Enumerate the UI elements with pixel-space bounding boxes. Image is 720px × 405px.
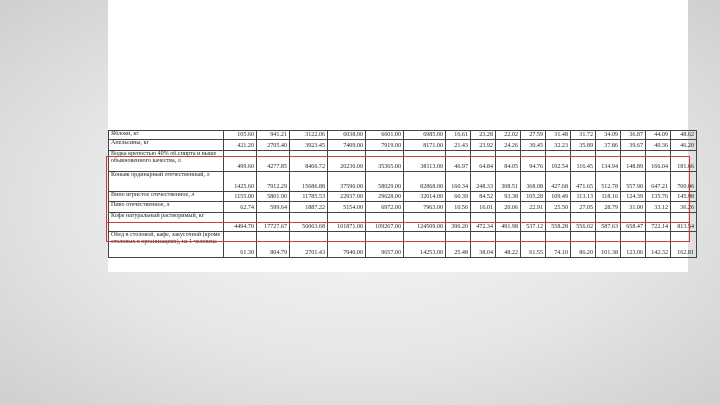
table-cell: 21.43	[446, 140, 471, 151]
table-cell: 101871.00	[328, 213, 366, 232]
document-page	[108, 0, 694, 272]
table-cell: 23.28	[471, 131, 496, 140]
table-row	[109, 140, 697, 151]
table-cell: 37590.00	[328, 172, 366, 192]
table-cell: 31.72	[571, 131, 596, 140]
table-cell: 84.52	[471, 192, 496, 202]
table-cell: 32014.00	[404, 192, 446, 202]
table-cell: 472.34	[471, 213, 496, 232]
table-cell: 33.12	[646, 202, 671, 213]
table-cell: 3122.06	[290, 131, 328, 140]
table-cell: 29628.00	[366, 192, 404, 202]
table-cell: 5801.90	[257, 192, 290, 202]
table-cell: 5154.00	[328, 202, 366, 213]
row-label: Апельсины, кг	[109, 140, 224, 151]
table-cell: 558.28	[546, 213, 571, 232]
table-cell: 30.45	[521, 140, 546, 151]
table-cell: 93.38	[496, 192, 521, 202]
table-row	[109, 192, 697, 202]
table-cell: 60.39	[446, 192, 471, 202]
table-row	[109, 151, 697, 172]
table-row	[109, 232, 697, 258]
table-cell: 61.30	[224, 232, 257, 258]
table-cell: 166.04	[646, 151, 671, 172]
table-cell: 109267.00	[366, 213, 404, 232]
table-cell: 101.38	[596, 232, 621, 258]
table-cell: 124509.00	[404, 213, 446, 232]
table-cell: 32.23	[546, 140, 571, 151]
table-cell: 20230.00	[328, 151, 366, 172]
table-cell: 36.26	[671, 202, 697, 213]
table-cell: 308.51	[496, 172, 521, 192]
table-cell: 46.20	[671, 140, 697, 151]
row-label: Вино игристое отечественное, л	[109, 192, 224, 202]
table-cell: 7963.00	[404, 202, 446, 213]
table-cell: 599.64	[257, 202, 290, 213]
table-cell: 74.10	[546, 232, 571, 258]
table-cell: 22.02	[496, 131, 521, 140]
table-cell: 658.47	[621, 213, 646, 232]
table-cell: 48.22	[496, 232, 521, 258]
table-cell: 537.12	[521, 213, 546, 232]
table-cell: 94.76	[521, 151, 546, 172]
table-cell: 23.92	[471, 140, 496, 151]
table-cell: 368.08	[521, 172, 546, 192]
row-label: Водка крепостью 40% об.спирта и выше обыкновенного качества, л	[109, 151, 224, 172]
row-label: Коньяк ординарный отечественный, л	[109, 172, 224, 192]
table-cell: 248.33	[471, 172, 496, 192]
row-label: Обед в столовой, кафе, закусочной (кроме столовых в организациях), на 1 человека	[109, 232, 224, 258]
table-cell: 15686.88	[290, 172, 328, 192]
table-cell: 16.61	[446, 131, 471, 140]
table-cell: 1425.60	[224, 172, 257, 192]
table-cell: 804.79	[257, 232, 290, 258]
table-cell: 109.49	[546, 192, 571, 202]
table-cell: 7919.00	[366, 140, 404, 151]
table-cell: 25.48	[446, 232, 471, 258]
price-table	[108, 130, 697, 258]
table-cell: 37.86	[596, 140, 621, 151]
table-cell: 6038.00	[328, 131, 366, 140]
table-cell: 102.54	[546, 151, 571, 172]
row-label: Пиво отечественное, л	[109, 202, 224, 213]
table-cell: 556.02	[571, 213, 596, 232]
table-cell: 145.98	[671, 192, 697, 202]
table-cell: 390.20	[446, 213, 471, 232]
table-cell: 6972.00	[366, 202, 404, 213]
table-cell: 25.50	[546, 202, 571, 213]
table-cell: 22937.00	[328, 192, 366, 202]
table-cell: 84.05	[496, 151, 521, 172]
table-cell: 148.89	[621, 151, 646, 172]
table-cell: 499.60	[224, 151, 257, 172]
table-cell: 39.67	[621, 140, 646, 151]
table-cell: 8466.72	[290, 151, 328, 172]
row-label: Кофе натуральный растворимый, кг	[109, 213, 224, 232]
table-cell: 557.90	[621, 172, 646, 192]
table-cell: 44.09	[646, 131, 671, 140]
table-cell: 31.48	[546, 131, 571, 140]
table-cell: 28.79	[596, 202, 621, 213]
table-row	[109, 131, 697, 140]
table-cell: 64.84	[471, 151, 496, 172]
table-cell: 6985.00	[404, 131, 446, 140]
table-cell: 142.32	[646, 232, 671, 258]
table-cell: 20.06	[496, 202, 521, 213]
table-cell: 10.56	[446, 202, 471, 213]
table-cell: 8171.00	[404, 140, 446, 151]
table-cell: 105.60	[224, 131, 257, 140]
table-cell: 58029.00	[366, 172, 404, 192]
table-cell: 17727.67	[257, 213, 290, 232]
table-cell: 46.97	[446, 151, 471, 172]
table-cell: 587.63	[596, 213, 621, 232]
table-cell: 427.68	[546, 172, 571, 192]
table-row	[109, 202, 697, 213]
table-cell: 56063.68	[290, 213, 328, 232]
table-cell: 162.81	[671, 232, 697, 258]
table-cell: 118.16	[596, 192, 621, 202]
table-cell: 36.87	[621, 131, 646, 140]
table-cell: 700.06	[671, 172, 697, 192]
table-cell: 27.59	[521, 131, 546, 140]
table-cell: 1155.00	[224, 192, 257, 202]
row-label: Яблоки, кг	[109, 131, 224, 140]
table-cell: 11785.53	[290, 192, 328, 202]
table-cell: 4494.70	[224, 213, 257, 232]
table-cell: 471.65	[571, 172, 596, 192]
table-cell: 4277.85	[257, 151, 290, 172]
table-cell: 38.04	[471, 232, 496, 258]
table-cell: 34.09	[596, 131, 621, 140]
table-cell: 421.20	[224, 140, 257, 151]
table-cell: 35.89	[571, 140, 596, 151]
table-cell: 40.36	[646, 140, 671, 151]
table-cell: 35365.00	[366, 151, 404, 172]
table-row	[109, 172, 697, 192]
table-cell: 3923.45	[290, 140, 328, 151]
table-cell: 181.66	[671, 151, 697, 172]
table-cell: 27.05	[571, 202, 596, 213]
table-cell: 7940.00	[328, 232, 366, 258]
table-row	[109, 213, 697, 232]
table-cell: 813.54	[671, 213, 697, 232]
table-cell: 86.20	[571, 232, 596, 258]
table-cell: 124.39	[621, 192, 646, 202]
table-cell: 105.28	[521, 192, 546, 202]
table-cell: 134.94	[596, 151, 621, 172]
table-cell: 16.01	[471, 202, 496, 213]
table-cell: 62.74	[224, 202, 257, 213]
table-cell: 24.26	[496, 140, 521, 151]
table-cell: 61.55	[521, 232, 546, 258]
table-cell: 7409.00	[328, 140, 366, 151]
table-cell: 1887.22	[290, 202, 328, 213]
table-cell: 113.13	[571, 192, 596, 202]
table-cell: 9657.00	[366, 232, 404, 258]
table-cell: 491.98	[496, 213, 521, 232]
table-cell: 48.62	[671, 131, 697, 140]
table-cell: 7912.29	[257, 172, 290, 192]
table-cell: 512.78	[596, 172, 621, 192]
table-cell: 6601.00	[366, 131, 404, 140]
table-cell: 82868.00	[404, 172, 446, 192]
table-cell: 160.34	[446, 172, 471, 192]
table-cell: 31.00	[621, 202, 646, 213]
table-cell: 941.21	[257, 131, 290, 140]
table-cell: 135.76	[646, 192, 671, 202]
table-cell: 722.14	[646, 213, 671, 232]
table-cell: 2701.43	[290, 232, 328, 258]
table-cell: 116.45	[571, 151, 596, 172]
table-cell: 22.91	[521, 202, 546, 213]
table-cell: 14253.00	[404, 232, 446, 258]
table-cell: 647.21	[646, 172, 671, 192]
table-cell: 2705.40	[257, 140, 290, 151]
table-cell: 38113.00	[404, 151, 446, 172]
table-cell: 123.06	[621, 232, 646, 258]
